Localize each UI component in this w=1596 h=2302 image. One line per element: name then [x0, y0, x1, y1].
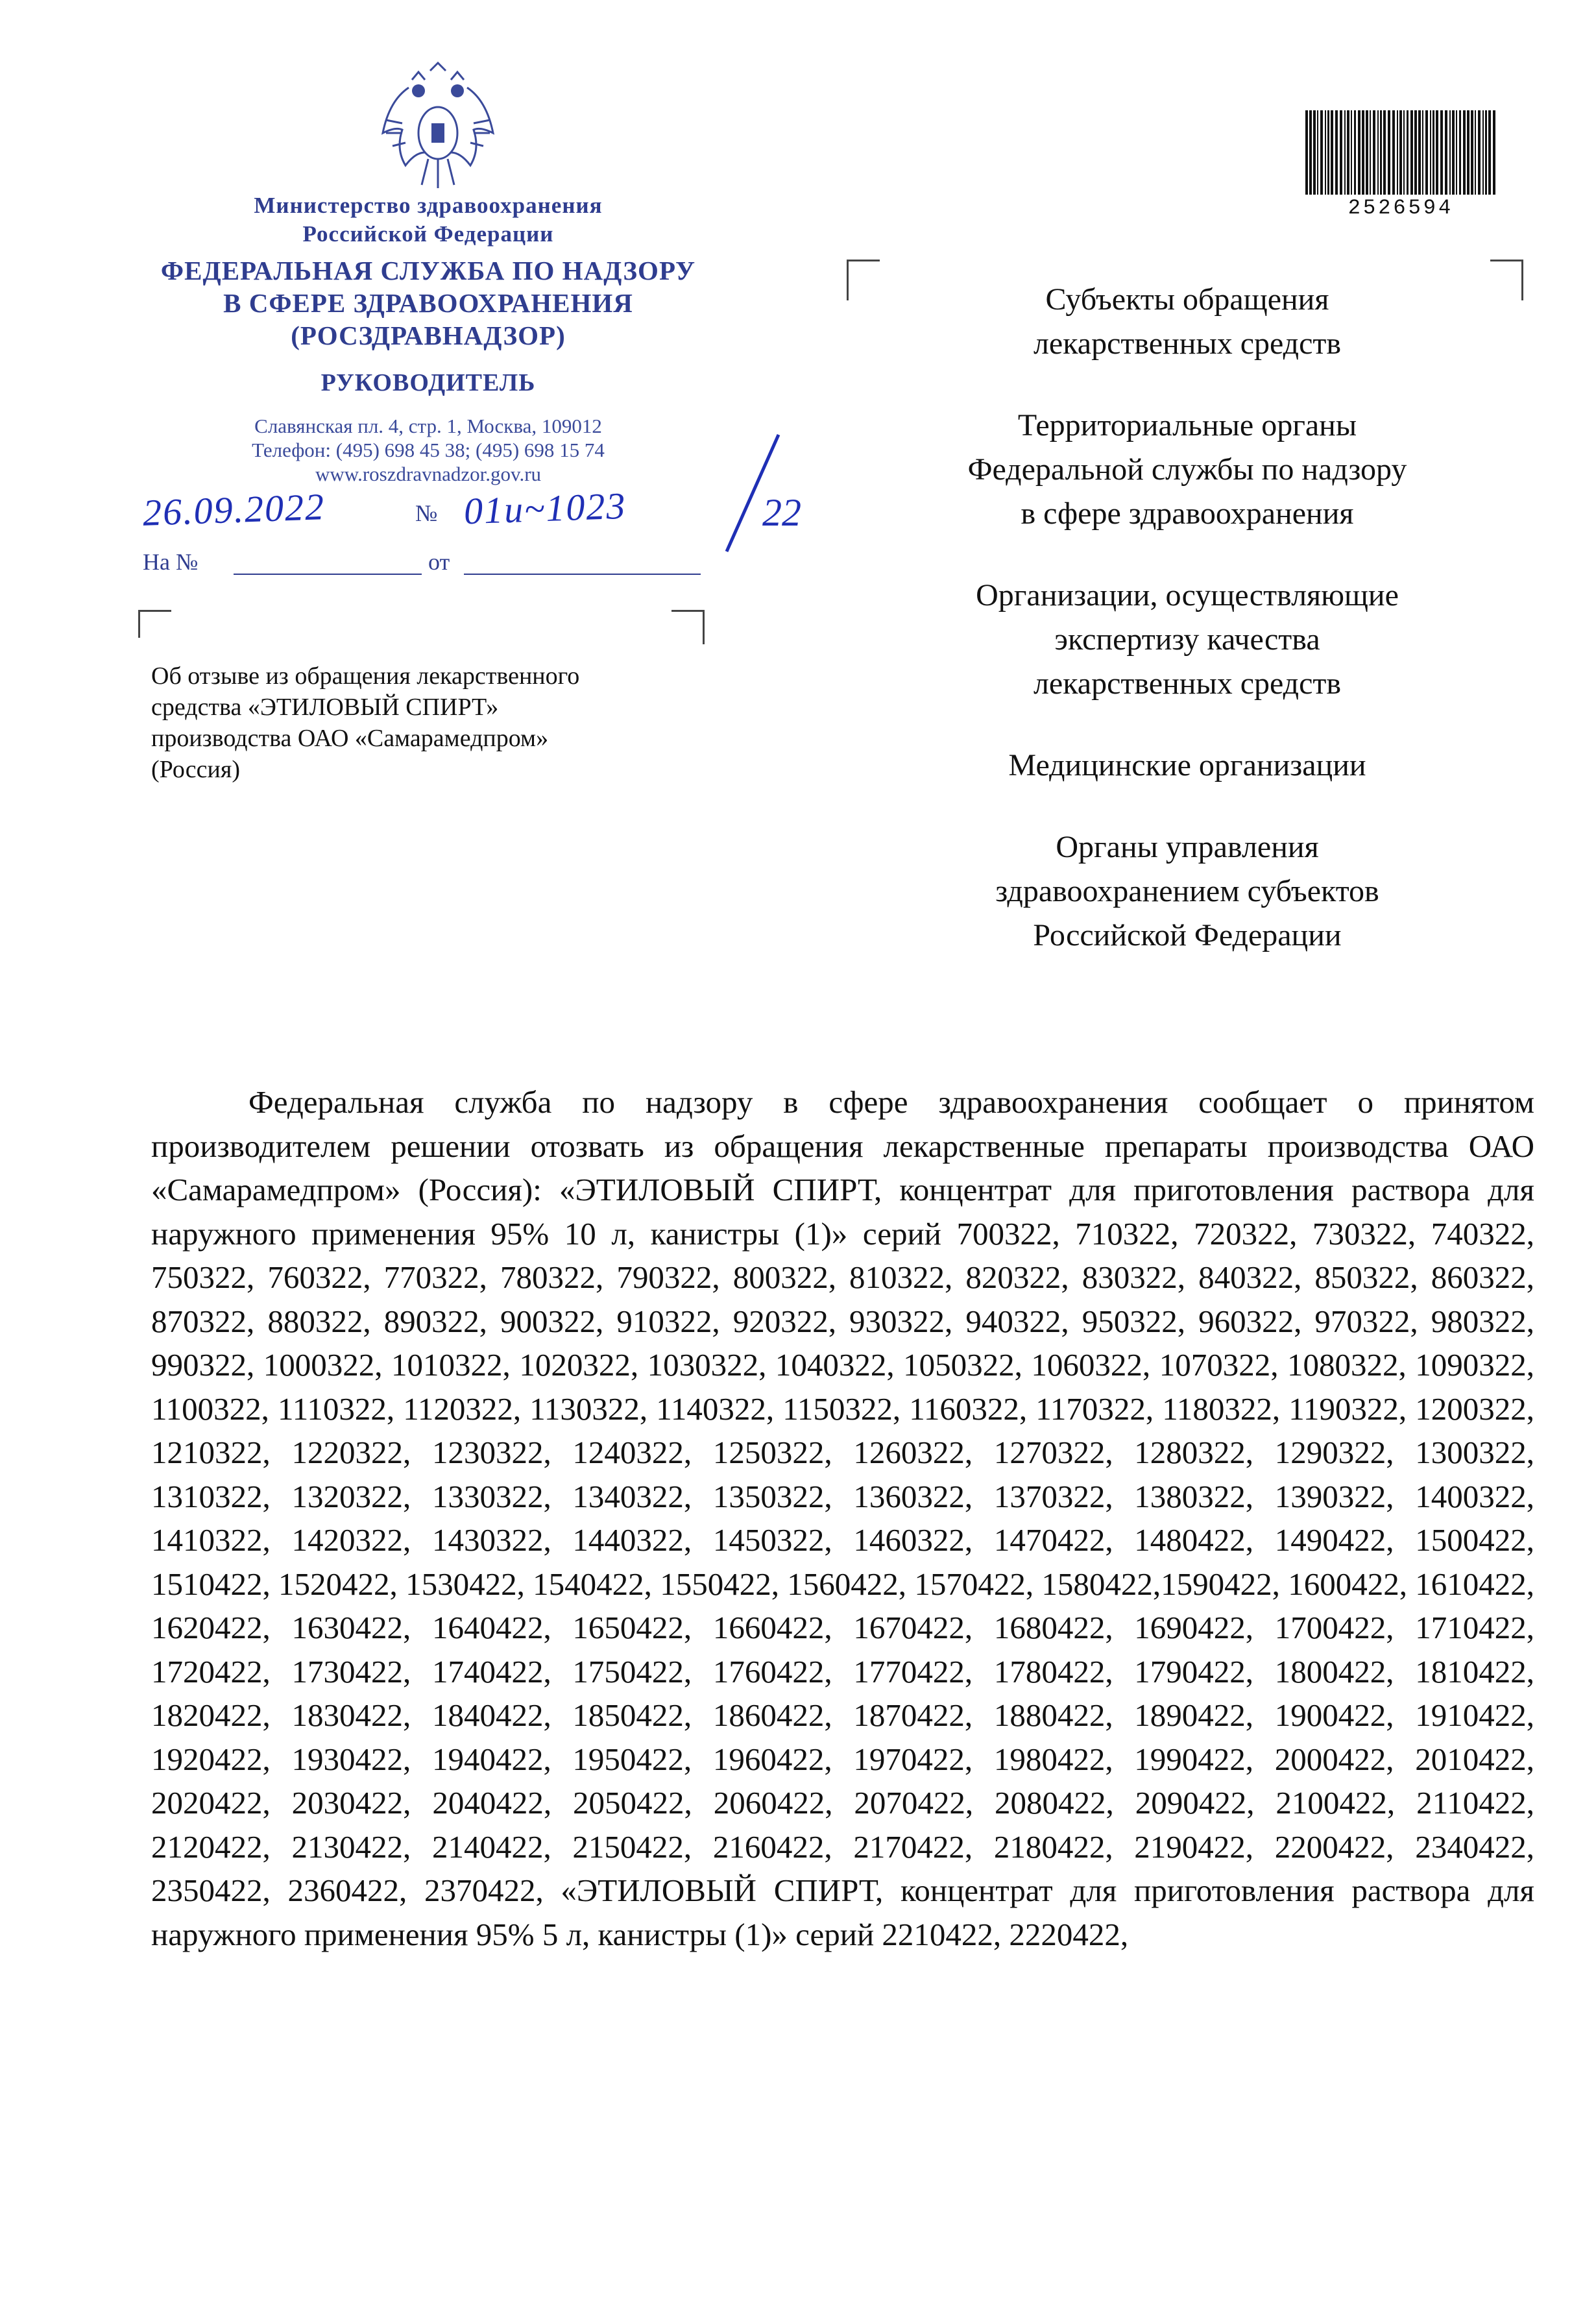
barcode-bar: [1313, 110, 1316, 195]
ministry-name: [104, 191, 753, 248]
barcode: [1304, 110, 1497, 195]
barcode-bar: [1436, 110, 1438, 195]
barcode-bar: [1392, 110, 1395, 195]
barcode-bar: [1414, 110, 1417, 195]
barcode-bar: [1320, 110, 1323, 195]
barcode-number: 2526594: [1348, 196, 1454, 220]
barcode-bar: [1463, 110, 1466, 195]
reply-date-label: от: [428, 549, 450, 575]
barcode-bar: [1433, 110, 1434, 195]
subject-line: Об отзыве из обращения лекарственного: [151, 662, 580, 690]
recipient-group: [895, 825, 1479, 958]
recipient-line: лекарственных средств: [1033, 666, 1342, 701]
recipient-group: [895, 404, 1479, 536]
recipient-group: [895, 574, 1479, 706]
barcode-bar: [1397, 110, 1398, 195]
barcode-bar: [1309, 110, 1312, 195]
recipients-block: [895, 278, 1479, 995]
recipient-line: здравоохранением субъектов: [995, 874, 1379, 908]
barcode-bar: [1340, 110, 1342, 195]
barcode-bar: [1407, 110, 1409, 195]
barcode-bar: [1410, 110, 1413, 195]
barcode-bar: [1354, 110, 1356, 195]
reply-date-line: [464, 574, 701, 575]
service-line: (РОСЗДРАВНАДЗОР): [291, 321, 566, 350]
barcode-bar: [1331, 110, 1333, 195]
barcode-bar: [1317, 110, 1318, 195]
barcode-bar: [1493, 110, 1495, 195]
barcode-bar: [1351, 110, 1352, 195]
barcode-bar: [1305, 110, 1308, 195]
address: Славянская пл. 4, стр. 1, Москва, 109012: [254, 415, 602, 437]
barcode-bar: [1456, 110, 1457, 195]
barcode-bar: [1383, 110, 1386, 195]
reply-number-line: [234, 574, 422, 575]
head-title: РУКОВОДИТЕЛЬ: [320, 369, 536, 396]
barcode-bar: [1366, 110, 1368, 195]
recipient-line: Организации, осуществляющие: [976, 578, 1399, 612]
barcode-bar: [1445, 110, 1447, 195]
service-line: ФЕДЕРАЛЬНАЯ СЛУЖБА ПО НАДЗОРУ: [160, 256, 696, 285]
ministry-line: Российской Федерации: [302, 221, 554, 247]
number-sign: №: [415, 500, 438, 526]
barcode-bar: [1418, 110, 1421, 195]
recipient-group: [895, 744, 1479, 788]
barcode-bar: [1327, 110, 1329, 195]
barcode-bar: [1475, 110, 1476, 195]
subject-line: средства «ЭТИЛОВЫЙ СПИРТ»: [151, 694, 499, 721]
registration-number: 01и~1023: [463, 484, 627, 533]
number-suffix-text: 22: [762, 491, 801, 534]
barcode-bar: [1358, 110, 1360, 195]
barcode-bar: [1335, 110, 1338, 195]
registration-date: 26.09.2022: [141, 485, 326, 534]
barcode-bar: [1403, 110, 1405, 195]
letter-subject: [151, 660, 735, 785]
barcode-bar: [1471, 110, 1473, 195]
barcode-bar: [1482, 110, 1484, 195]
service-line: В СФЕРЕ ЗДРАВООХРАНЕНИЯ: [223, 288, 633, 318]
recipient-line: экспертизу качества: [1054, 622, 1320, 657]
recipient-group: [895, 278, 1479, 366]
recipient-line: Субъекты обращения: [1045, 282, 1329, 317]
recipients-bracket-left: [847, 260, 880, 300]
subject-line: производства ОАО «Самарамедпром»: [151, 725, 549, 752]
reply-number-label: На №: [143, 549, 199, 575]
barcode-bar: [1440, 110, 1443, 195]
barcode-bar: [1362, 110, 1364, 195]
recipients-bracket-right: [1490, 260, 1523, 300]
recipient-line: Российской Федерации: [1033, 918, 1342, 952]
website-link[interactable]: www.roszdravnadzor.gov.ru: [315, 463, 542, 485]
barcode-bar: [1370, 110, 1371, 195]
barcode-bar: [1459, 110, 1461, 195]
barcode-bar: [1347, 110, 1349, 195]
subject-bracket-right: [671, 610, 705, 644]
barcode-bar: [1478, 110, 1481, 195]
barcode-bar: [1373, 110, 1375, 195]
barcode-bar: [1377, 110, 1379, 195]
barcode-bar: [1485, 110, 1487, 195]
contacts: [104, 414, 753, 486]
recipient-line: Территориальные органы: [1017, 408, 1357, 442]
recipient-line: в сфере здравоохранения: [1021, 496, 1354, 531]
barcode-bar: [1425, 110, 1428, 195]
barcode-bar: [1380, 110, 1382, 195]
recipient-line: Медицинские организации: [1008, 748, 1366, 782]
phone: Телефон: (495) 698 45 38; (495) 698 15 74: [252, 439, 605, 461]
subject-bracket-left: [138, 610, 171, 638]
barcode-bar: [1399, 110, 1402, 195]
letter-body: Федеральная служба по надзору в сфере здравоохранения сообщает о принятом производителем решении отозвать из обращения лекарственные препараты производства ОАО «Самарамедпром» (Россия): «ЭТИЛОВЫЙ СПИРТ, концентрат для приготовления раствора для наружного применения 95% 10 л, канистры (1)» серий 700322, 710322, 720322, 730322, 740322, 750322, 760322, 770322, 780322, 790322, 800322, 810322, 820322, 830322, 840322, 850322, 860322, 870322, 880322, 890322, 900322, 910322, 920322, 930322, 940322, 950322, 960322, 970322, 980322, 990322, 1000322, 1010322, 1020322, 1030322, 1040322, 1050322, 1060322, 1070322, 1080322, 1090322, 1100322, 1110322, 1120322, 1130322, 1140322, 1150322, 1160322, 1170322, 1180322, 1190322, 1200322, 1210322, 1220322, 1230322, 1240322, 1250322, 1260322, 1270322, 1280322, 1290322, 1300322, 1310322, 1320322, 1330322, 1340322, 1350322, 1360322, 1370322, 1380322, 1390322, 1400322, 1410322, 1420322, 1430322, 1440322, 1450322, 1460322, 1470422, 1480422, 1490422, 1500422, 1510422, 1520422, 1530422, 1540422, 1550422, 1560422, 1570422, 1580422,1590422, 1600422, 1610422, 1620422, 1630422, 1640422, 1650422, 1660422, 1670422, 1680422, 1690422, 1700422, 1710422, 1720422, 1730422, 1740422, 1750422, 1760422, 1770422, 1780422, 1790422, 1800422, 1810422, 1820422, 1830422, 1840422, 1850422, 1860422, 1870422, 1880422, 1890422, 1900422, 1910422, 1920422, 1930422, 1940422, 1950422, 1960422, 1970422, 1980422, 1990422, 2000422, 2010422, 2020422, 2030422, 2040422, 2050422, 2060422, 2070422, 2080422, 2090422, 2100422, 2110422, 2120422, 2130422, 2140422, 2150422, 2160422, 2170422, 2180422, 2190422, 2200422, 2340422, 2350422, 2360422, 2370422, «ЭТИЛОВЫЙ СПИРТ, концентрат для приготовления раствора для наружного применения 95% 5 л, канистры (1)» серий 2210422, 2220422,: [151, 1084, 1534, 1952]
barcode-bar: [1344, 110, 1346, 195]
ministry-line: Министерство здравоохранения: [254, 193, 603, 218]
barcode-bar: [1325, 110, 1326, 195]
barcode-bar: [1388, 110, 1390, 195]
barcode-bar: [1467, 110, 1469, 195]
barcode-bar: [1452, 110, 1455, 195]
barcode-bar: [1488, 110, 1491, 195]
recipient-line: Федеральной службы по надзору: [967, 452, 1407, 487]
subject-line: (Россия): [151, 756, 240, 783]
barcode-bar: [1449, 110, 1451, 195]
barcode-bar: [1422, 110, 1423, 195]
recipient-line: лекарственных средств: [1033, 326, 1342, 361]
registration-number-suffix: [701, 428, 830, 558]
recipient-line: Органы управления: [1056, 830, 1319, 864]
service-name: [104, 254, 753, 352]
coat-of-arms-icon: [373, 62, 503, 198]
barcode-bar: [1430, 110, 1431, 195]
